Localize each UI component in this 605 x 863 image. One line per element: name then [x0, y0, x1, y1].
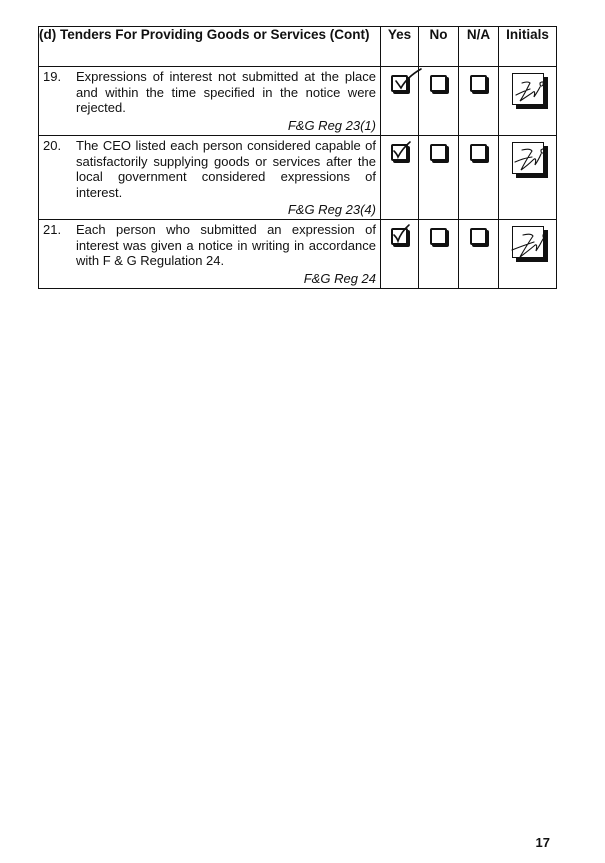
- initials-cell: [499, 136, 557, 220]
- item-cell: [39, 67, 381, 136]
- yes-cell: [381, 136, 419, 220]
- no-cell: [419, 220, 459, 289]
- item-text: Expressions of interest not submitted at the place and within the time specified in the notice were rejected.: [76, 69, 376, 115]
- table-header-row: [39, 27, 557, 67]
- initials-box[interactable]: [512, 142, 544, 174]
- item-cell: [39, 220, 381, 289]
- section-title: (d) Tenders For Providing Goods or Services (Cont): [39, 27, 381, 67]
- regulation-reference: F&G Reg 23(1): [287, 117, 376, 133]
- page-number: 17: [535, 835, 550, 850]
- na-checkbox[interactable]: [470, 144, 487, 161]
- yes-checkbox-checked[interactable]: [391, 228, 408, 245]
- yes-checkbox-checked[interactable]: [391, 144, 408, 161]
- item-text: The CEO listed each person considered capable of satisfactorily supplying goods or services after the local government considered expressions of interest.: [76, 138, 376, 200]
- no-checkbox[interactable]: [430, 75, 447, 92]
- yes-cell: [381, 67, 419, 136]
- handwritten-initials-icon: [510, 71, 550, 107]
- handwritten-check-icon: [391, 67, 421, 91]
- handwritten-check-icon: [391, 220, 415, 244]
- regulation-reference: F&G Reg 24: [303, 270, 376, 286]
- yes-column-header: Yes: [381, 27, 419, 67]
- na-cell: [459, 136, 499, 220]
- na-checkbox[interactable]: [470, 228, 487, 245]
- yes-cell: [381, 220, 419, 289]
- initials-box[interactable]: [512, 73, 544, 105]
- item-number: 20.: [43, 138, 62, 153]
- initials-column-header: Initials: [499, 27, 557, 67]
- item-number: 21.: [43, 222, 62, 237]
- initials-cell: [499, 67, 557, 136]
- item-cell: [39, 136, 381, 220]
- table-row: [39, 67, 557, 136]
- na-checkbox[interactable]: [470, 75, 487, 92]
- tender-checklist-table: [38, 26, 557, 289]
- na-cell: [459, 67, 499, 136]
- handwritten-initials-icon: [510, 140, 550, 176]
- table-row: [39, 136, 557, 220]
- initials-cell: [499, 220, 557, 289]
- regulation-reference: F&G Reg 23(4): [287, 202, 376, 217]
- na-cell: [459, 220, 499, 289]
- handwritten-check-icon: [391, 136, 415, 160]
- no-cell: [419, 136, 459, 220]
- item-text: Each person who submitted an expression of interest was given a notice in writing in accordance with F & G Regulation 24.: [76, 222, 376, 268]
- na-column-header: N/A: [459, 27, 499, 67]
- yes-checkbox-checked[interactable]: [391, 75, 408, 92]
- table-row: [39, 220, 557, 289]
- item-number: 19.: [43, 69, 62, 84]
- no-checkbox[interactable]: [430, 228, 447, 245]
- handwritten-initials-icon: [510, 224, 554, 262]
- no-cell: [419, 67, 459, 136]
- no-checkbox[interactable]: [430, 144, 447, 161]
- no-column-header: No: [419, 27, 459, 67]
- initials-box[interactable]: [512, 226, 544, 258]
